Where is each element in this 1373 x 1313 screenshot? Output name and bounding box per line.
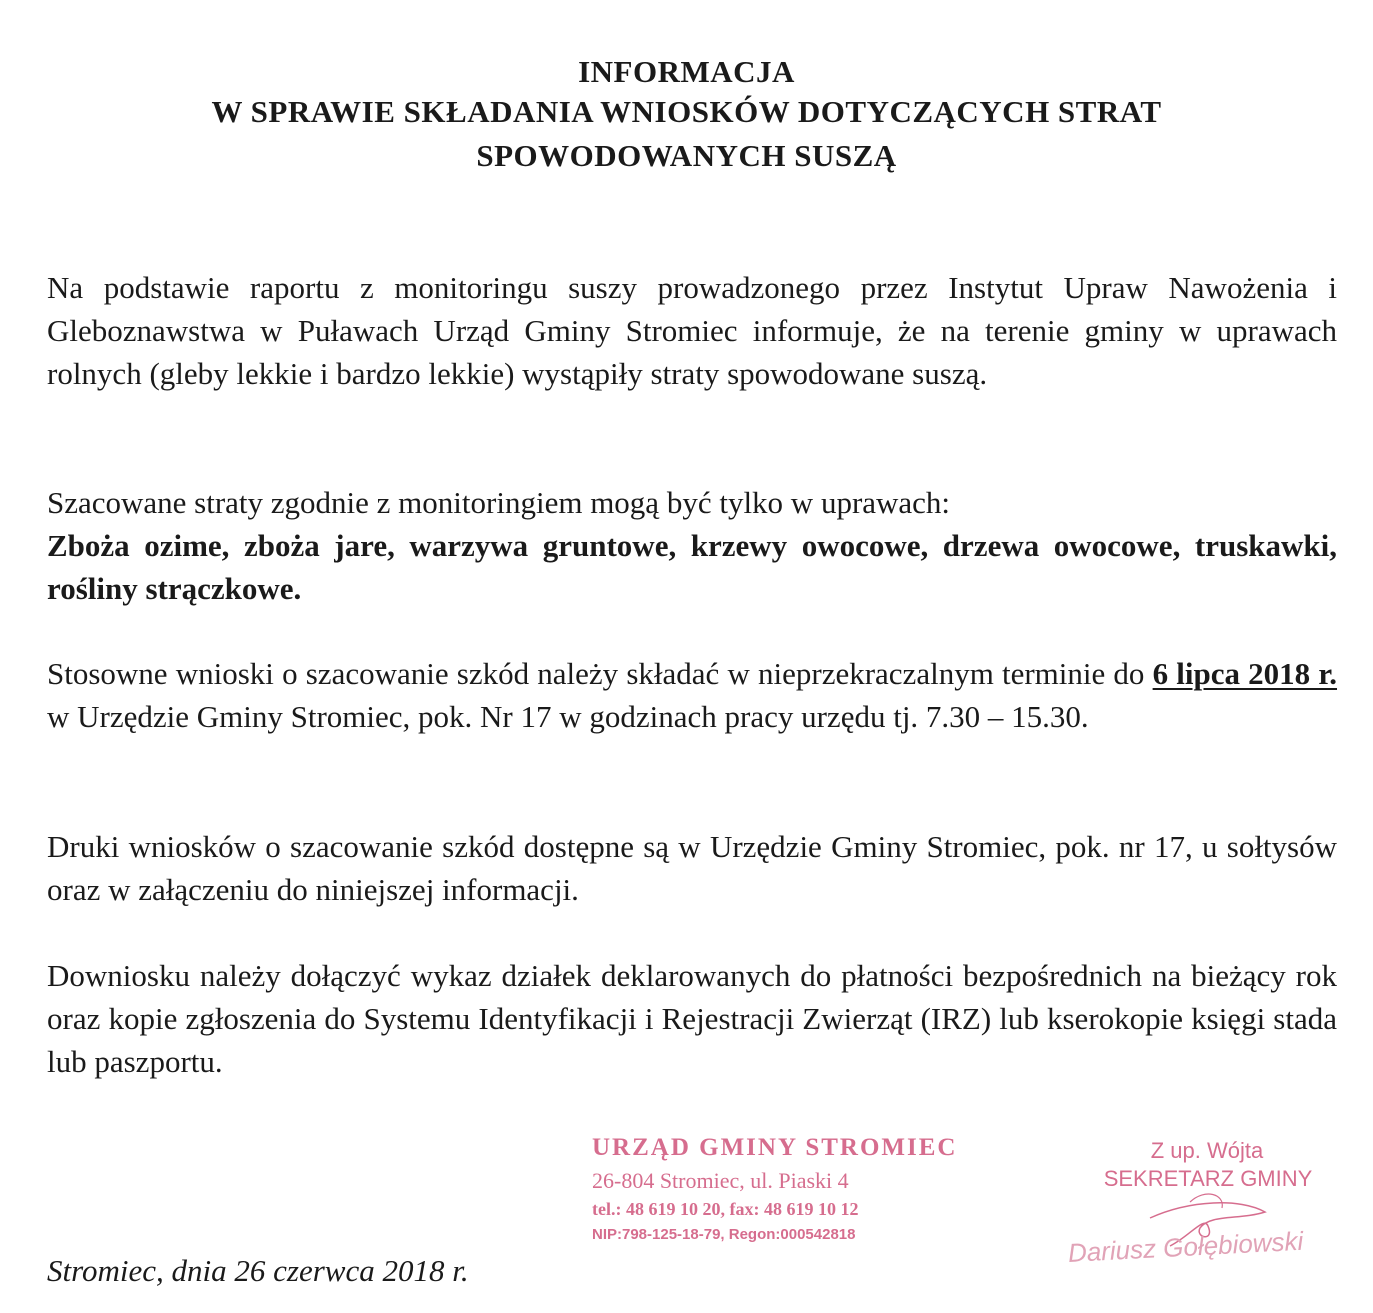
signature-title: SEKRETARZ GMINY <box>1103 1166 1313 1191</box>
paragraph-estimated-losses-intro: Szacowane straty zgodnie z monitoringiem mogą być tylko w uprawach: <box>47 485 951 520</box>
stamp-office-phone: tel.: 48 619 10 20, fax: 48 619 10 12 <box>592 1199 859 1219</box>
title-line-3: SPOWODOWANYCH SUSZĄ <box>476 138 897 173</box>
paragraph-drought-report: Na podstawie raportu z monitoringu suszy prowadzonego przez Instytut Upraw Nawożenia i Gleboznawstwa w Puławach Urząd Gminy Stromiec informuje, że na terenie gminy w uprawach rolnych (gleby lekkie i bardzo lekkie) wystąpiły straty spowodowane suszą. <box>47 270 1337 391</box>
paragraph-forms-availability: Druki wniosków o szacowanie szkód dostępne są w Urzędzie Gminy Stromiec, pok. nr 17, u sołtysów oraz w załączeniu do niniejszej informacji. <box>47 829 1337 907</box>
paragraph-deadline <box>47 652 1337 738</box>
signature-authority: Z up. Wójta <box>1150 1138 1264 1163</box>
deadline-text-before: Stosowne wnioski o szacowanie szkód należy składać w nieprzekraczalnym terminie do <box>47 656 1153 691</box>
paragraph-estimated-losses <box>47 481 1337 610</box>
deadline-date: 6 lipca 2018 r. <box>1152 656 1338 691</box>
crop-list: Zboża ozime, zboża jare, warzywa gruntowe, krzewy owocowe, drzewa owocowe, truskawki, rośliny strączkowe. <box>47 528 1337 606</box>
place-and-date: Stromiec, dnia 26 czerwca 2018 r. <box>47 1253 469 1288</box>
title-line-1: INFORMACJA <box>578 54 795 89</box>
paragraph-attachments: Downiosku należy dołączyć wykaz działek deklarowanych do płatności bezpośrednich na bieżący rok oraz kopie zgłoszenia do Systemu Identyfikacji i Rejestracji Zwierząt (IRZ) lub kserokopie księgi stada lub paszportu. <box>47 958 1337 1079</box>
deadline-text-after: w Urzędzie Gminy Stromiec, pok. Nr 17 w godzinach pracy urzędu tj. 7.30 – 15.30. <box>47 699 1089 734</box>
stamp-office-name: URZĄD GMINY STROMIEC <box>592 1134 958 1161</box>
title-line-2: W SPRAWIE SKŁADANIA WNIOSKÓW DOTYCZĄCYCH STRAT <box>211 94 1162 129</box>
stamp-office-ids: NIP:798-125-18-79, Regon:000542818 <box>592 1226 856 1243</box>
stamp-office-address: 26-804 Stromiec, ul. Piaski 4 <box>592 1168 849 1193</box>
signature-name: Dariusz Gołębiowski <box>1067 1225 1304 1268</box>
